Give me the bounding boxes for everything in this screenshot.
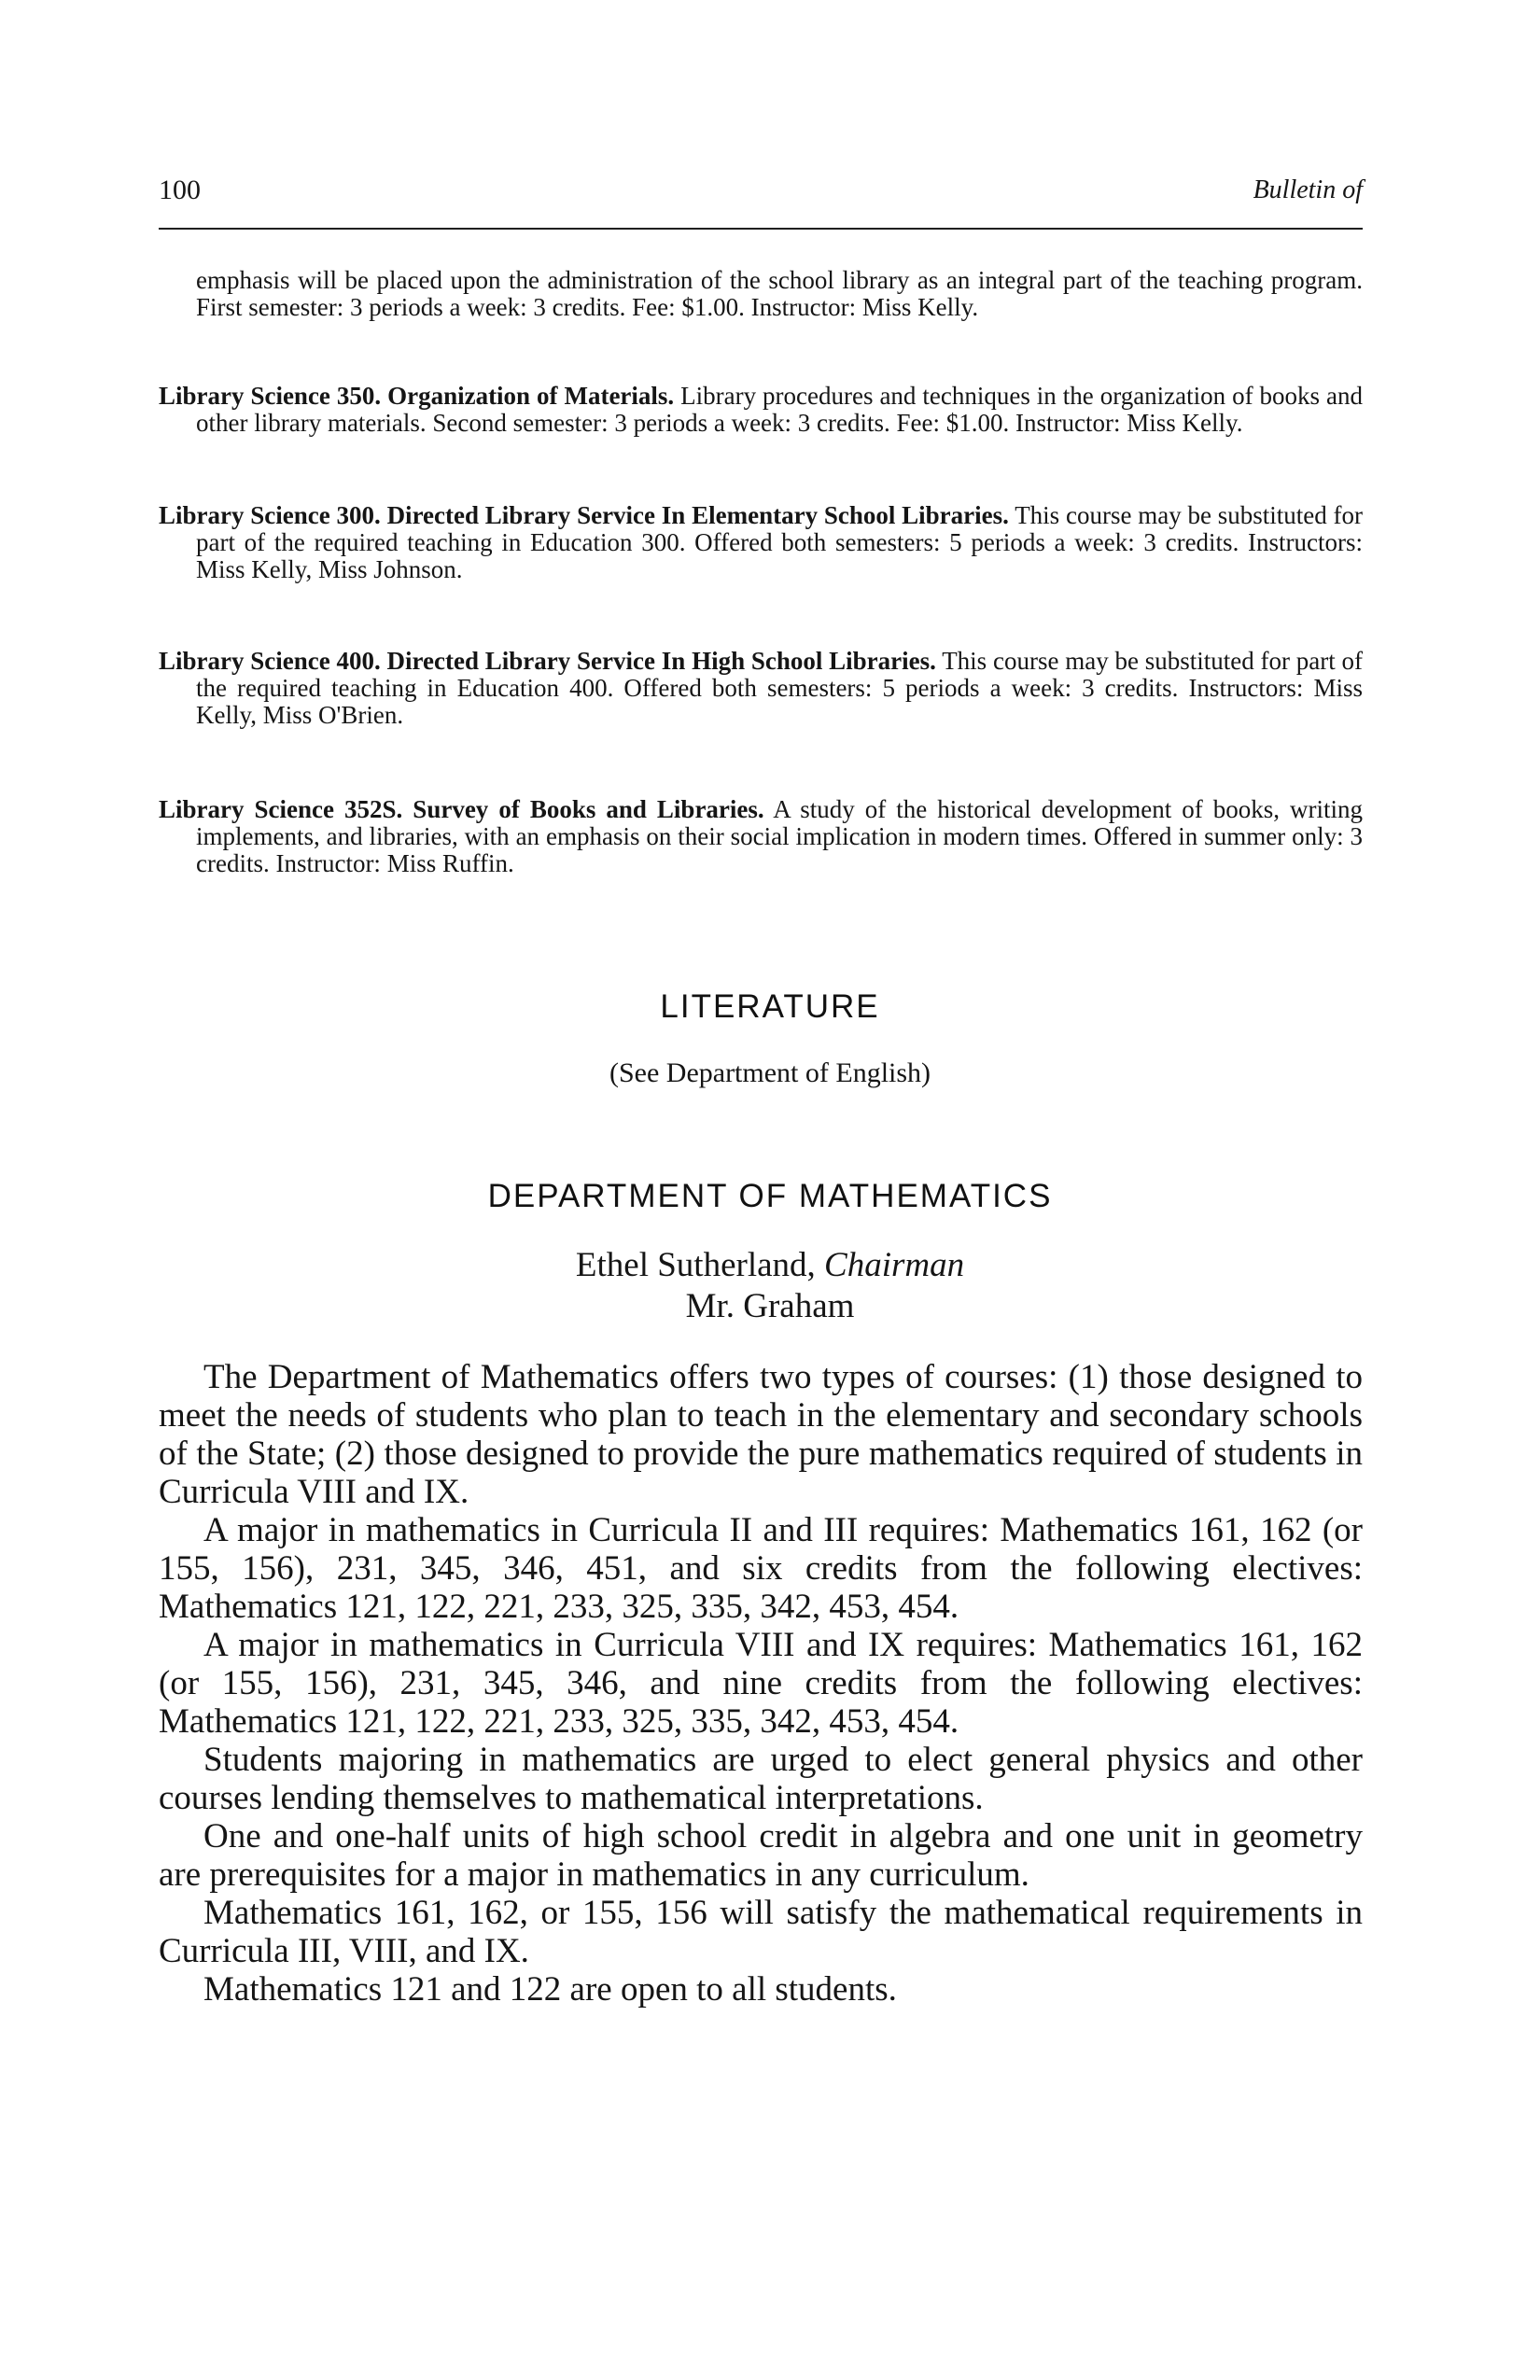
course-description: A study of the historical development of books, writing implements, and libraries, with an emphasis on their social implication in modern times. Offered in summer only: 3 credits. Instructor: Miss Ruffin. (196, 795, 1364, 877)
course-entry-library-science-400 (159, 648, 1363, 729)
journal-title: Bulletin of (1253, 175, 1363, 204)
chair-name: Ethel Sutherland, (575, 1246, 816, 1284)
course-title: Directed Library Service In Elementary School Libraries. (386, 501, 1009, 529)
course-entry-library-science-350 (159, 383, 1363, 437)
paragraph: Mathematics 161, 162, or 155, 156 will satisfy the mathematical requirements in Curricula III, VIII, and IX. (159, 1894, 1363, 1970)
paragraph: One and one-half units of high school credit in algebra and one unit in geometry are prerequisites for a major in mathematics in any curriculum. (159, 1817, 1363, 1894)
page-number: 100 (159, 175, 201, 205)
mathematics-description (159, 1358, 1363, 2009)
course-title: Survey of Books and Libraries. (413, 795, 764, 823)
course-entry-library-science-300 (159, 502, 1363, 583)
paragraph: Mathematics 121 and 122 are open to all students. (203, 1970, 897, 2009)
course-title: Directed Library Service In High School Libraries. (386, 647, 936, 675)
mathematics-heading: DEPARTMENT OF MATHEMATICS (487, 1178, 1053, 1214)
course-entry-library-science-352s (159, 796, 1363, 877)
course-description: Library procedures and techniques in the organization of books and other library materials. Second semester: 3 periods a week: 3 credits. Fee: $1.00. Instructor: Miss Kelly. (196, 382, 1363, 437)
paragraph: Students majoring in mathematics are urged to elect general physics and other courses lending themselves to mathematical interpretations. (159, 1741, 1363, 1817)
course-description: This course may be substituted for part of the required teaching in Education 400. Offered both semesters: 5 periods a week: 3 credits. Instructors: Miss Kelly, Miss O'Brien. (196, 647, 1363, 729)
course-description: This course may be substituted for part of the required teaching in Education 300. Offered both semesters: 5 periods a week: 3 credits. Instructors: Miss Kelly, Miss Johnson. (196, 501, 1364, 583)
header-rule (159, 228, 1363, 230)
course-title: Organization of Materials. (387, 382, 675, 410)
literature-heading: LITERATURE (660, 988, 880, 1025)
paragraph: A major in mathematics in Curricula II and III requires: Mathematics 161, 162 (or 155, 156), 231, 345, 346, 451, and six credits from the following electives: Mathematics 121, 122, 221, 233, 325, 335, 342, 453, 454. (159, 1511, 1363, 1626)
course-continuation (159, 267, 1363, 321)
course-code: Library Science 400. (159, 647, 381, 675)
running-head (159, 174, 1363, 211)
course-code: Library Science 350. (159, 382, 382, 410)
paragraph: A major in mathematics in Curricula VIII and IX requires: Mathematics 161, 162 (or 155, 156), 231, 345, 346, and nine credits from the following electives: Mathematics 121, 122, 221, 233, 325, 335, 342, 453, 454. (159, 1626, 1363, 1741)
mathematics-chair (0, 1245, 1540, 1286)
course-code: Library Science 300. (159, 501, 381, 529)
paragraph: The Department of Mathematics offers two types of courses: (1) those designed to meet the needs of students who plan to teach in the elementary and secondary schools of the State; (2) those designed to provide the pure mathematics required of students in Curricula VIII and IX. (159, 1358, 1363, 1511)
continuation-text: emphasis will be placed upon the administration of the school library as an integral part of the teaching program. First semester: 3 periods a week: 3 credits. Fee: $1.00. Instructor: Miss Kelly. (196, 266, 1363, 321)
literature-note: (See Department of English) (609, 1057, 931, 1088)
chair-role: Chairman (824, 1246, 965, 1284)
mathematics-member: Mr. Graham (685, 1287, 855, 1325)
course-code: Library Science 352S. (159, 795, 403, 823)
